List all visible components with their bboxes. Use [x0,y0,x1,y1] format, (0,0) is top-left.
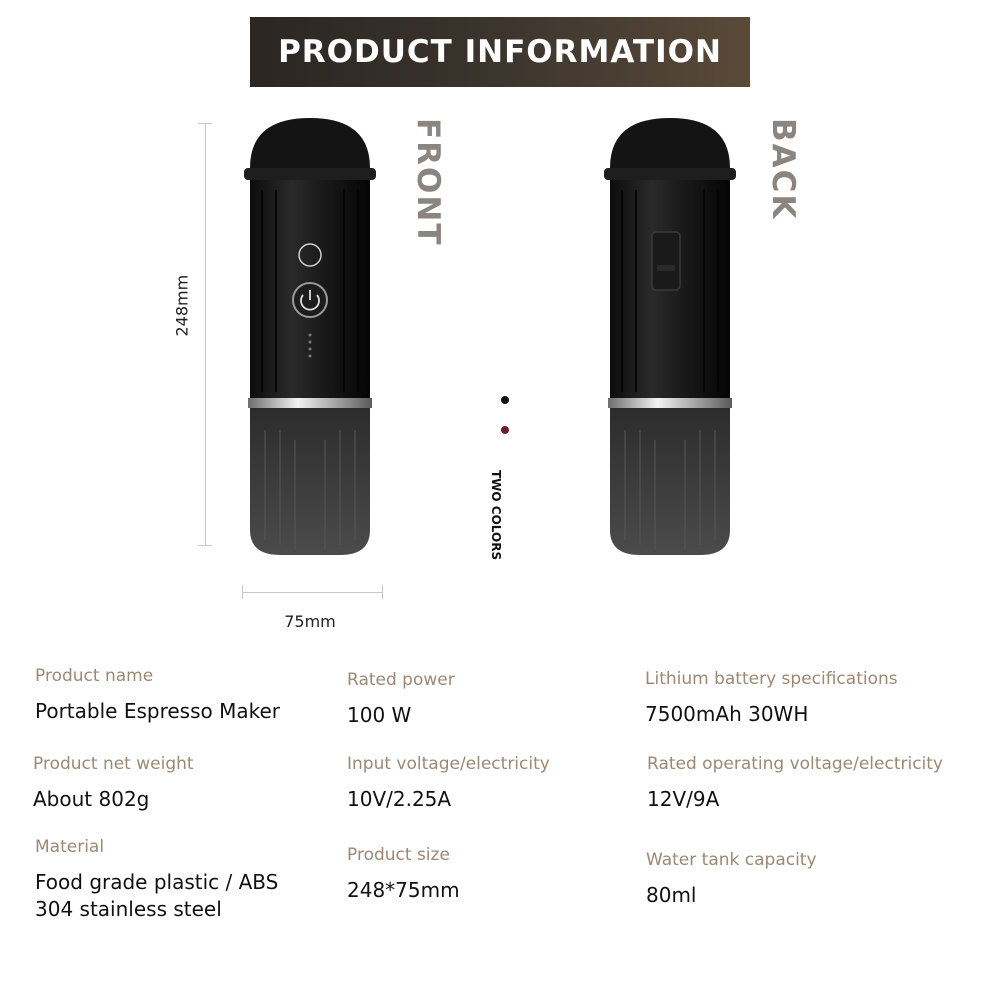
width-dimension-cap-right [382,585,383,599]
spec-battery [645,669,898,728]
spec-label: Water tank capacity [646,850,817,870]
spec-value: 248*75mm [347,878,460,902]
spec-water-tank [646,850,817,909]
spec-label: Rated power [347,670,455,690]
spec-label: Input voltage/electricity [347,754,550,774]
height-dimension-label: 248mm [172,274,192,337]
spec-product-name [35,666,280,725]
spec-rated-power [347,670,455,729]
back-device-image [590,110,750,570]
two-colors-label: TWO COLORS [489,470,503,561]
spec-value: 100 W [347,703,412,727]
spec-label: Material [35,837,105,857]
spec-value: 7500mAh 30WH [645,702,809,726]
back-view-label: BACK [765,118,801,221]
spec-label: Rated operating voltage/electricity [647,754,943,774]
spec-value: Food grade plastic / ABS 304 stainless steel [35,870,279,921]
height-dimension-line [205,123,206,545]
spec-value: Portable Espresso Maker [35,699,280,723]
spec-value: 12V/9A [647,787,720,811]
spec-label: Product name [35,666,154,686]
spec-label: Product size [347,845,450,865]
spec-operating-voltage [647,754,943,813]
spec-net-weight [33,754,194,813]
spec-value: 80ml [646,883,697,907]
width-dimension-line [242,592,382,593]
spec-value: 10V/2.25A [347,787,452,811]
spec-input-voltage [347,754,550,813]
spec-label: Product net weight [33,754,194,774]
specs-grid [0,660,1000,1000]
height-dimension-cap-top [198,123,212,124]
width-dimension-cap-left [242,585,243,599]
spec-product-size [347,845,460,904]
header-banner [250,17,750,87]
front-view-label: FRONT [410,118,446,247]
page-title: PRODUCT INFORMATION [278,34,722,70]
spec-material [35,837,278,923]
spec-label: Lithium battery specifications [645,669,898,689]
height-dimension-cap-bottom [198,545,212,546]
front-device-image [230,110,390,570]
color-swatch-burgundy [501,426,509,434]
width-dimension-label: 75mm [284,612,336,631]
spec-value: About 802g [33,787,150,811]
color-swatch-black [501,396,509,404]
